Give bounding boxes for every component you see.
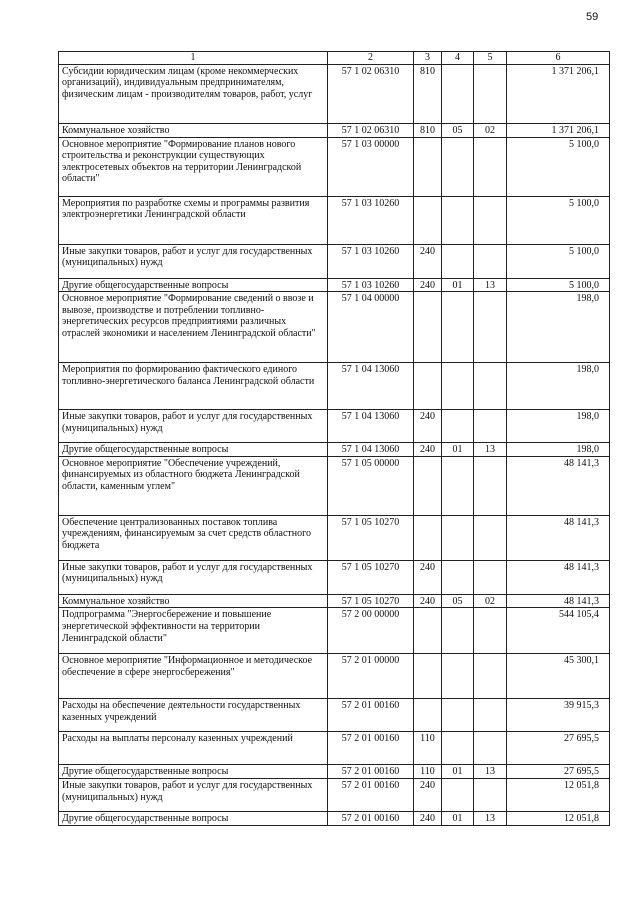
row-pr-cell xyxy=(474,64,507,123)
row-pr-cell: 13 xyxy=(474,278,507,292)
row-sum-cell: 39 915,3 xyxy=(507,699,610,732)
row-name-cell: Мероприятия по разработке схемы и программы развития электроэнергетики Ленинградской области xyxy=(59,196,328,244)
row-pr-cell: 02 xyxy=(474,123,507,137)
row-vr-cell: 240 xyxy=(414,778,442,811)
row-pr-cell xyxy=(474,515,507,560)
row-name-cell: Другие общегосударственные вопросы xyxy=(59,811,328,825)
row-rz-cell xyxy=(442,292,474,363)
row-rz-cell: 01 xyxy=(442,811,474,825)
row-sum-cell: 198,0 xyxy=(507,410,610,443)
row-name-cell: Иные закупки товаров, работ и услуг для государственных (муниципальных) нужд xyxy=(59,560,328,594)
row-name-cell: Субсидии юридическим лицам (кроме некоммерческих организаций), индивидуальным предпринимателям, физическим лицам - производителям товаров, работ, услуг xyxy=(59,64,328,123)
table-row xyxy=(59,699,610,732)
row-pr-cell xyxy=(474,196,507,244)
row-code-cell: 57 2 01 00000 xyxy=(328,654,414,699)
page-number: 59 xyxy=(586,11,599,23)
row-pr-cell xyxy=(474,560,507,594)
header-cell: 6 xyxy=(507,52,610,65)
table-row xyxy=(59,811,610,825)
row-sum-cell: 198,0 xyxy=(507,363,610,410)
row-name-cell: Основное мероприятие "Формирование сведений о ввозе и вывозе, производстве и потреблении топливно-энергетических ресурсов предприятиями различных отраслей экономики и населением Ленинградской области" xyxy=(59,292,328,363)
row-name-cell: Расходы на обеспечение деятельности государственных казенных учреждений xyxy=(59,699,328,732)
row-vr-cell: 240 xyxy=(414,811,442,825)
row-code-cell: 57 2 01 00160 xyxy=(328,778,414,811)
table-row xyxy=(59,123,610,137)
header-cell: 3 xyxy=(414,52,442,65)
row-sum-cell: 12 051,8 xyxy=(507,778,610,811)
row-vr-cell: 810 xyxy=(414,123,442,137)
row-vr-cell: 240 xyxy=(414,560,442,594)
row-sum-cell: 5 100,0 xyxy=(507,244,610,278)
row-name-cell: Расходы на выплаты персоналу казенных учреждений xyxy=(59,732,328,765)
row-sum-cell: 48 141,3 xyxy=(507,594,610,608)
row-code-cell: 57 2 01 00160 xyxy=(328,732,414,765)
row-rz-cell xyxy=(442,64,474,123)
table-row xyxy=(59,654,610,699)
row-name-cell: Мероприятия по формированию фактического единого топливно-энергетического баланса Ленинградской области xyxy=(59,363,328,410)
row-sum-cell: 198,0 xyxy=(507,292,610,363)
row-code-cell: 57 1 03 00000 xyxy=(328,137,414,196)
table-row xyxy=(59,278,610,292)
table-row xyxy=(59,196,610,244)
row-pr-cell xyxy=(474,137,507,196)
row-rz-cell: 01 xyxy=(442,278,474,292)
row-vr-cell xyxy=(414,363,442,410)
table-row xyxy=(59,515,610,560)
row-code-cell: 57 1 02 06310 xyxy=(328,64,414,123)
row-pr-cell xyxy=(474,778,507,811)
row-rz-cell xyxy=(442,196,474,244)
row-code-cell: 57 1 04 13060 xyxy=(328,443,414,457)
row-pr-cell xyxy=(474,410,507,443)
row-sum-cell: 48 141,3 xyxy=(507,560,610,594)
row-rz-cell xyxy=(442,778,474,811)
row-rz-cell xyxy=(442,515,474,560)
row-vr-cell: 240 xyxy=(414,410,442,443)
row-vr-cell: 810 xyxy=(414,64,442,123)
row-sum-cell: 5 100,0 xyxy=(507,137,610,196)
row-code-cell: 57 1 04 13060 xyxy=(328,410,414,443)
row-rz-cell: 05 xyxy=(442,594,474,608)
row-sum-cell: 48 141,3 xyxy=(507,456,610,515)
row-vr-cell xyxy=(414,196,442,244)
row-sum-cell: 5 100,0 xyxy=(507,278,610,292)
row-name-cell: Другие общегосударственные вопросы xyxy=(59,443,328,457)
row-sum-cell: 12 051,8 xyxy=(507,811,610,825)
table-row xyxy=(59,765,610,779)
table-row xyxy=(59,410,610,443)
row-rz-cell xyxy=(442,456,474,515)
row-name-cell: Обеспечение централизованных поставок топлива учреждениям, финансируемым за счет средств областного бюджета xyxy=(59,515,328,560)
row-sum-cell: 544 105,4 xyxy=(507,608,610,654)
row-code-cell: 57 1 03 10260 xyxy=(328,196,414,244)
table-row xyxy=(59,363,610,410)
row-vr-cell: 240 xyxy=(414,244,442,278)
row-sum-cell: 1 371 206,1 xyxy=(507,64,610,123)
row-rz-cell xyxy=(442,699,474,732)
row-pr-cell xyxy=(474,699,507,732)
table-row xyxy=(59,608,610,654)
row-pr-cell xyxy=(474,292,507,363)
row-code-cell: 57 1 04 00000 xyxy=(328,292,414,363)
table-row xyxy=(59,292,610,363)
row-vr-cell: 240 xyxy=(414,443,442,457)
header-cell: 4 xyxy=(442,52,474,65)
row-sum-cell: 48 141,3 xyxy=(507,515,610,560)
row-pr-cell xyxy=(474,244,507,278)
row-vr-cell: 240 xyxy=(414,594,442,608)
row-name-cell: Другие общегосударственные вопросы xyxy=(59,278,328,292)
row-sum-cell: 198,0 xyxy=(507,443,610,457)
table-header-row xyxy=(59,52,610,65)
table-row xyxy=(59,560,610,594)
row-rz-cell xyxy=(442,244,474,278)
row-name-cell: Коммунальное хозяйство xyxy=(59,123,328,137)
row-pr-cell: 13 xyxy=(474,811,507,825)
row-vr-cell xyxy=(414,654,442,699)
row-code-cell: 57 1 04 13060 xyxy=(328,363,414,410)
row-vr-cell xyxy=(414,608,442,654)
row-pr-cell: 13 xyxy=(474,443,507,457)
row-vr-cell: 240 xyxy=(414,278,442,292)
row-code-cell: 57 1 05 10270 xyxy=(328,515,414,560)
row-code-cell: 57 2 00 00000 xyxy=(328,608,414,654)
row-rz-cell xyxy=(442,137,474,196)
row-name-cell: Иные закупки товаров, работ и услуг для государственных (муниципальных) нужд xyxy=(59,244,328,278)
header-cell: 1 xyxy=(59,52,328,65)
row-rz-cell: 01 xyxy=(442,765,474,779)
row-name-cell: Иные закупки товаров, работ и услуг для государственных (муниципальных) нужд xyxy=(59,410,328,443)
row-pr-cell xyxy=(474,608,507,654)
row-pr-cell xyxy=(474,456,507,515)
row-sum-cell: 1 371 206,1 xyxy=(507,123,610,137)
row-vr-cell xyxy=(414,456,442,515)
row-name-cell: Коммунальное хозяйство xyxy=(59,594,328,608)
table-row xyxy=(59,443,610,457)
row-code-cell: 57 2 01 00160 xyxy=(328,811,414,825)
row-rz-cell xyxy=(442,732,474,765)
table-row xyxy=(59,732,610,765)
table-row xyxy=(59,778,610,811)
row-rz-cell: 05 xyxy=(442,123,474,137)
table-row xyxy=(59,244,610,278)
row-pr-cell: 13 xyxy=(474,765,507,779)
row-name-cell: Иные закупки товаров, работ и услуг для государственных (муниципальных) нужд xyxy=(59,778,328,811)
row-code-cell: 57 1 05 10270 xyxy=(328,594,414,608)
row-name-cell: Основное мероприятие "Формирование планов нового строительства и реконструкции существующих электросетевых объектов на территории Ленинградской области" xyxy=(59,137,328,196)
row-rz-cell: 01 xyxy=(442,443,474,457)
row-rz-cell xyxy=(442,654,474,699)
row-code-cell: 57 1 03 10260 xyxy=(328,244,414,278)
table-row xyxy=(59,64,610,123)
row-code-cell: 57 1 02 06310 xyxy=(328,123,414,137)
row-rz-cell xyxy=(442,410,474,443)
row-vr-cell xyxy=(414,515,442,560)
row-sum-cell: 27 695,5 xyxy=(507,765,610,779)
row-pr-cell xyxy=(474,732,507,765)
row-vr-cell xyxy=(414,292,442,363)
row-vr-cell xyxy=(414,137,442,196)
table-row xyxy=(59,594,610,608)
header-cell: 5 xyxy=(474,52,507,65)
table-row xyxy=(59,456,610,515)
row-code-cell: 57 1 03 10260 xyxy=(328,278,414,292)
row-vr-cell: 110 xyxy=(414,765,442,779)
row-pr-cell: 02 xyxy=(474,594,507,608)
table-row xyxy=(59,137,610,196)
row-name-cell: Подпрограмма "Энергосбережение и повышение энергетической эффективности на территории Ленинградской области" xyxy=(59,608,328,654)
row-rz-cell xyxy=(442,608,474,654)
row-vr-cell xyxy=(414,699,442,732)
row-name-cell: Основное мероприятие "Обеспечение учреждений, финансируемых из областного бюджета Ленинградской области, каменным углем" xyxy=(59,456,328,515)
row-name-cell: Другие общегосударственные вопросы xyxy=(59,765,328,779)
budget-table xyxy=(58,51,610,826)
row-name-cell: Основное мероприятие "Информационное и методическое обеспечение в сфере энергосбережения" xyxy=(59,654,328,699)
row-code-cell: 57 1 05 00000 xyxy=(328,456,414,515)
row-sum-cell: 27 695,5 xyxy=(507,732,610,765)
row-vr-cell: 110 xyxy=(414,732,442,765)
row-pr-cell xyxy=(474,363,507,410)
header-cell: 2 xyxy=(328,52,414,65)
row-code-cell: 57 2 01 00160 xyxy=(328,765,414,779)
row-pr-cell xyxy=(474,654,507,699)
row-sum-cell: 45 300,1 xyxy=(507,654,610,699)
row-rz-cell xyxy=(442,363,474,410)
row-code-cell: 57 2 01 00160 xyxy=(328,699,414,732)
row-code-cell: 57 1 05 10270 xyxy=(328,560,414,594)
row-sum-cell: 5 100,0 xyxy=(507,196,610,244)
row-rz-cell xyxy=(442,560,474,594)
